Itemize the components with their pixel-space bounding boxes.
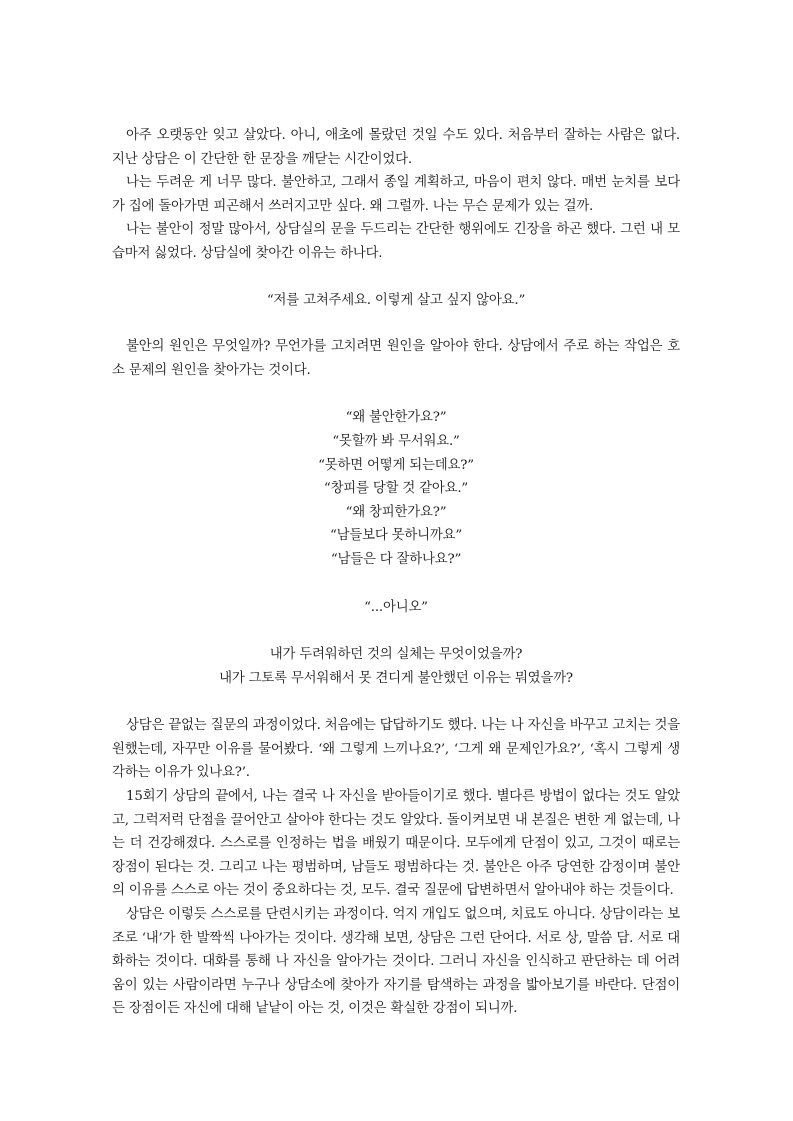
answer-quote: “...아니오” [364,599,428,615]
dialogue-line: “못할까 봐 무서워요.” [332,433,460,449]
reflection-line: 내가 두려워하던 것의 실체는 무엇이었을까? [269,647,523,663]
dialogue-line: “남들은 다 잘하나요?” [330,551,462,567]
body-paragraph: 불안의 원인은 무엇일까? 무언가를 고치려면 원인을 알아야 한다. 상담에서 주로 하는 작업은 호소 문제의 원인을 찾아가는 것이다. [112,339,680,378]
dialogue-line: “왜 창피한가요?” [345,504,447,520]
body-paragraph: 상담은 끝없는 질문의 과정이었다. 처음에는 답답하기도 했다. 나는 나 자신을 바꾸고 고치는 것을 원했는데, 자꾸만 이유를 물어봤다. ‘왜 그렇게 느끼나요?’, ‘그게 왜 문제인가요?’, ‘혹시 그렇게 생각하는 이유가 있나요?’. [112,718,680,781]
reflection-line: 내가 그토록 무서워해서 못 견디게 불안했던 이유는 뭐였을까? [219,670,573,686]
body-paragraph: 15회기 상담의 끝에서, 나는 결국 나 자신을 받아들이기로 했다. 별다른 방법이 없다는 것도 알았고, 그럭저럭 단점을 끌어안고 살아야 한다는 것도 알았다. 돌이켜보면 내 본질은 변한 게 없는데, 나는 더 건강해졌다. 스스로를 인정하는 법을 배웠기 때문이다. 모두에게 단점이 있고, 그것이 때로는 장점이 된다는 것. 그리고 나는 평범하며, 남들도 평범하다는 것. 불안은 아주 당연한 감정이며 불안의 이유를 스스로 아는 것이 중요하다는 것, 모두. 결국 질문에 답변하면서 알아내야 하는 것들이다. [112,789,680,899]
document-page [112,124,680,1021]
dialogue-line: “못하면 어떻게 되는데요?” [318,457,474,473]
body-paragraph: 아주 오랫동안 잊고 살았다. 아니, 애초에 몰랐던 것일 수도 있다. 처음부터 잘하는 사람은 없다. 지난 상담은 이 간단한 한 문장을 깨닫는 시간이었다. [112,128,680,167]
dialogue-line: “왜 불안한가요?” [345,410,447,426]
body-paragraph: 나는 두려운 게 너무 많다. 불안하고, 그래서 종일 계획하고, 마음이 편치 않다. 매번 눈치를 보다가 집에 돌아가면 피곤해서 쓰러지고만 싶다. 왜 그럴까. 나는 무슨 문제가 있는 걸까. [112,175,680,214]
dialogue-block [112,406,680,571]
dialogue-line: “창피를 당할 것 같아요.” [323,481,469,497]
request-quote: “저를 고쳐주세요. 이렇게 살고 싶지 않아요.” [266,292,526,308]
body-paragraph: 나는 불안이 정말 많아서, 상담실의 문을 두드리는 간단한 행위에도 긴장을 하곤 했다. 그런 내 모습마저 싫었다. 상담실에 찾아간 이유는 하나다. [112,222,680,261]
body-paragraph: 상담은 이렇듯 스스로를 단련시키는 과정이다. 억지 개입도 없으며, 치료도 아니다. 상담이라는 보조로 ‘내’가 한 발짝씩 나아가는 것이다. 생각해 보면, 상담은 그런 단어다. 서로 상, 말씀 담. 서로 대화하는 것이다. 대화를 통해 나 자신을 알아가는 것이다. 그러니 자신을 인식하고 판단하는 데 어려움이 있는 사람이라면 누구나 상담소에 찾아가 자기를 탐색하는 과정을 밟아보기를 바란다. 단점이든 장점이든 자신에 대해 낱낱이 아는 것, 이것은 확실한 강점이 되니까. [112,907,680,1017]
dialogue-line: “남들보다 못하니까요” [330,528,462,544]
